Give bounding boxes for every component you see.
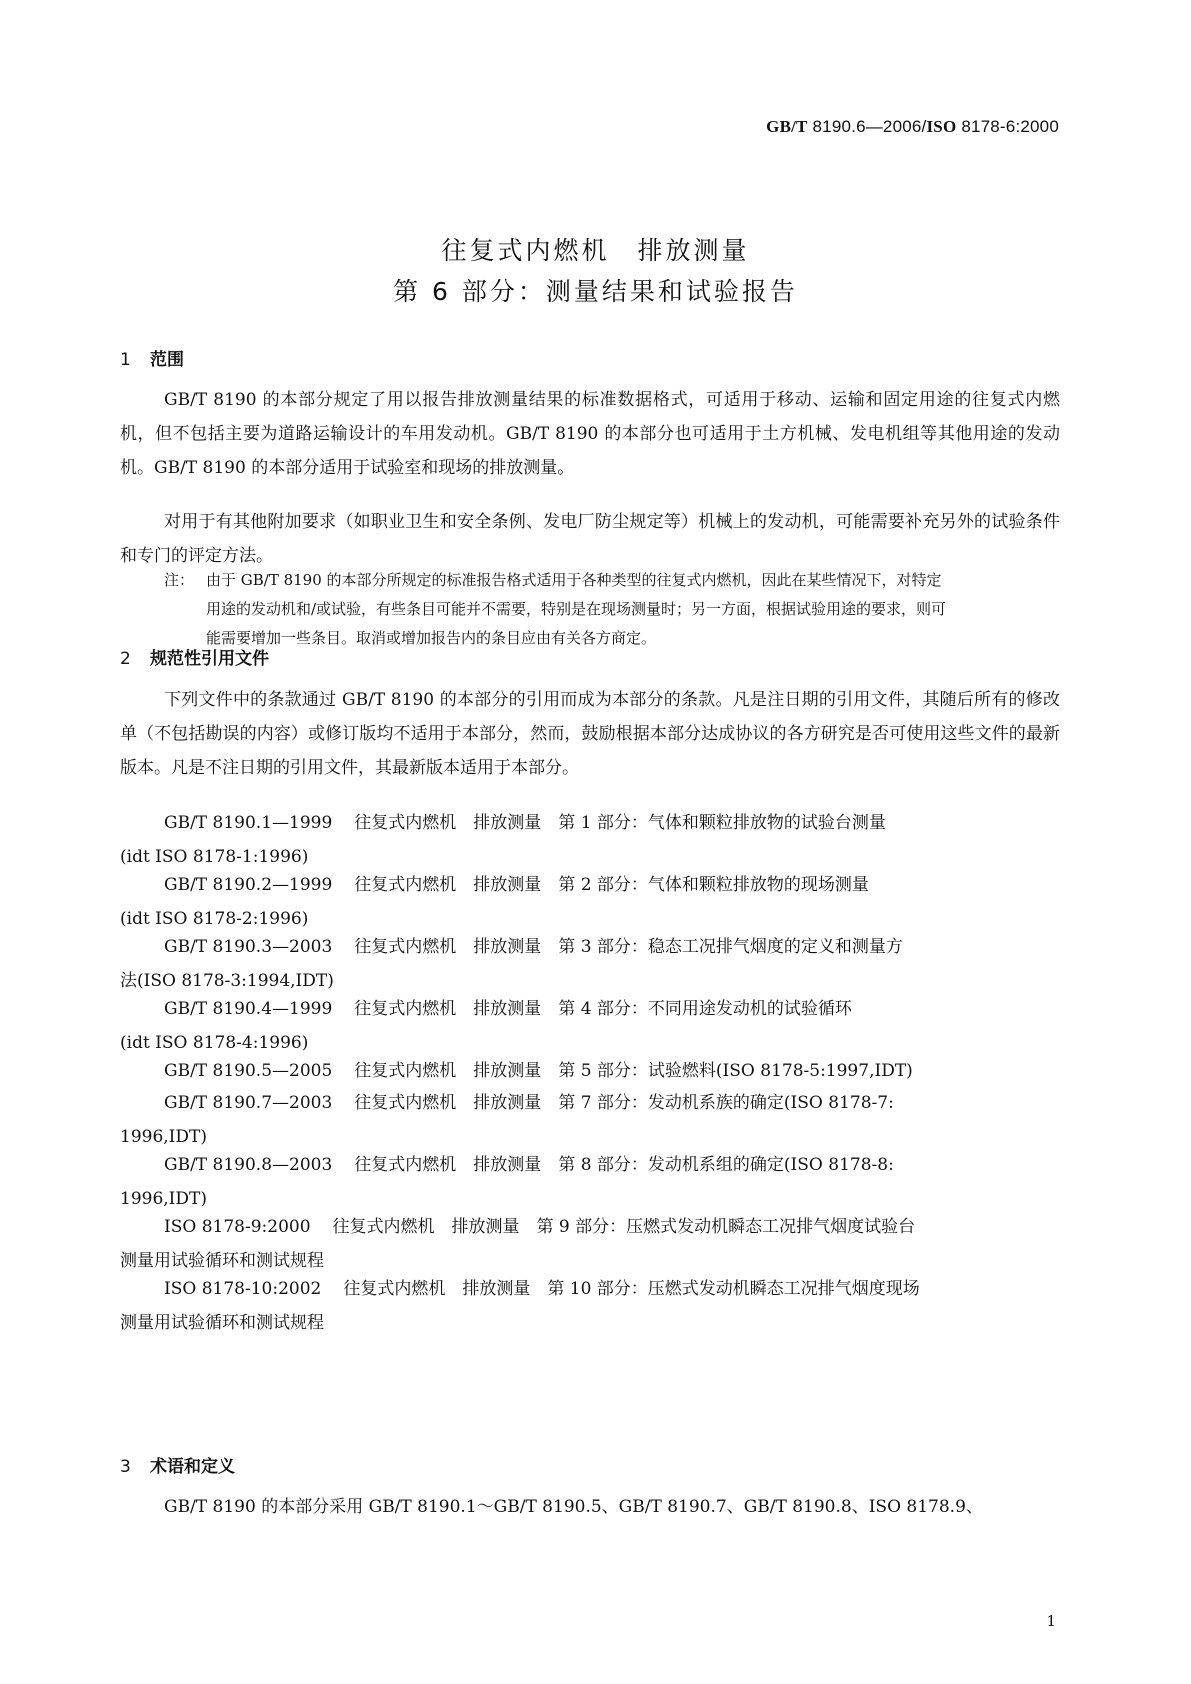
reference-title: 往复式内燃机 排放测量 第 2 部分：气体和颗粒排放物的现场测量: [354, 875, 869, 895]
page-number: 1: [1046, 1612, 1056, 1630]
section-number: 1: [120, 350, 131, 370]
document-title-line1: 往复式内燃机 排放测量: [441, 236, 750, 265]
reference-title: 往复式内燃机 排放测量 第 8 部分：发动机系组的确定(ISO 8178-8:: [354, 1155, 894, 1175]
note-label: 注：: [164, 571, 195, 589]
reference-item: [120, 1148, 1060, 1216]
reference-continuation: 法(ISO 8178-3:1994,IDT): [120, 971, 334, 991]
section-heading-2: [120, 644, 269, 669]
reference-item: [120, 930, 1060, 998]
reference-title: 往复式内燃机 排放测量 第 4 部分：不同用途发动机的试验循环: [354, 999, 852, 1019]
reference-code: GB/T 8190.1—1999: [164, 813, 333, 833]
scope-paragraph-2: 对用于有其他附加要求（如职业卫生和安全条例、发电厂防尘规定等）机械上的发动机，可能需要补充另外的试验条件和专门的评定方法。: [120, 512, 1060, 566]
section-title: 术语和定义: [150, 1457, 235, 1477]
reference-title: 往复式内燃机 排放测量 第 3 部分：稳态工况排气烟度的定义和测量方: [354, 937, 903, 957]
reference-title: 往复式内燃机 排放测量 第 7 部分：发动机系族的确定(ISO 8178-7:: [354, 1093, 894, 1113]
section-number: 3: [120, 1457, 131, 1477]
reference-code: GB/T 8190.3—2003: [164, 937, 333, 957]
reference-code: GB/T 8190.8—2003: [164, 1155, 333, 1175]
gb-number: 8190.6—2006/: [807, 117, 927, 136]
section-title: 规范性引用文件: [150, 649, 269, 669]
reference-item: [120, 868, 1060, 936]
section-heading-3: [120, 1452, 235, 1477]
reference-title: 往复式内燃机 排放测量 第 5 部分：试验燃料(ISO 8178-5:1997,IDT): [354, 1061, 913, 1081]
reference-item: [120, 1086, 1060, 1154]
note-line-1: 由于 GB/T 8190 的本部分所规定的标准报告格式适用于各种类型的往复式内燃机，因此在某些情况下，对特定: [206, 571, 942, 589]
iso-number: 8178-6:2000: [956, 117, 1059, 136]
reference-code: GB/T 8190.7—2003: [164, 1093, 333, 1113]
reference-title: 往复式内燃机 排放测量 第 1 部分：气体和颗粒排放物的试验台测量: [354, 813, 886, 833]
reference-code: GB/T 8190.2—1999: [164, 875, 333, 895]
reference-continuation: (idt ISO 8178-1:1996): [120, 847, 309, 867]
reference-title: 往复式内燃机 排放测量 第 10 部分：压燃式发动机瞬态工况排气烟度现场: [343, 1279, 920, 1299]
note-line-2: 用途的发动机和/或试验，有些条目可能并不需要，特别是在现场测量时；另一方面，根据试验用途的要求，则可: [206, 600, 947, 618]
reference-item: [120, 1210, 1060, 1278]
reference-continuation: (idt ISO 8178-4:1996): [120, 1033, 309, 1053]
reference-code: GB/T 8190.5—2005: [164, 1061, 333, 1081]
reference-title: 往复式内燃机 排放测量 第 9 部分：压燃式发动机瞬态工况排气烟度试验台: [332, 1217, 916, 1237]
terms-paragraph: GB/T 8190 的本部分采用 GB/T 8190.1～GB/T 8190.5、GB/T 8190.7、GB/T 8190.8、ISO 8178.9、: [164, 1497, 983, 1517]
section-number: 2: [120, 649, 131, 669]
reference-continuation: 1996,IDT): [120, 1189, 207, 1209]
section-title: 范围: [150, 350, 184, 370]
reference-continuation: 1996,IDT): [120, 1127, 207, 1147]
references-intro: 下列文件中的条款通过 GB/T 8190 的本部分的引用而成为本部分的条款。凡是注日期的引用文件，其随后所有的修改单（不包括勘误的内容）或修订版均不适用于本部分，然而，鼓励根据本部分达成协议的各方研究是否可使用这些文件的最新版本。凡是不注日期的引用文件，其最新版本适用于本部分。: [120, 690, 1060, 778]
scope-paragraph-1: GB/T 8190 的本部分规定了用以报告排放测量结果的标准数据格式，可适用于移动、运输和固定用途的往复式内燃机，但不包括主要为道路运输设计的车用发动机。GB/T 8190 的本部分也可适用于土方机械、发电机组等其他用途的发动机。GB/T 8190 的本部分适用于试验室和现场的排放测量。: [120, 390, 1060, 478]
note-line-3: 能需要增加一些条目。取消或增加报告内的条目应由有关各方商定。: [206, 629, 657, 647]
standard-number: [766, 117, 1059, 137]
gb-prefix: GB/T: [766, 117, 808, 136]
reference-continuation: 测量用试验循环和测试规程: [120, 1251, 324, 1271]
scope-note: [164, 566, 1060, 653]
reference-item: [120, 1054, 1060, 1088]
iso-prefix: ISO: [926, 117, 957, 136]
reference-code: GB/T 8190.4—1999: [164, 999, 333, 1019]
reference-continuation: (idt ISO 8178-2:1996): [120, 909, 309, 929]
reference-code: ISO 8178-9:2000: [164, 1217, 311, 1237]
reference-item: [120, 992, 1060, 1060]
reference-code: ISO 8178-10:2002: [164, 1279, 322, 1299]
reference-item: [120, 806, 1060, 874]
section-heading-1: [120, 345, 184, 370]
document-title-line2: 第 6 部分：测量结果和试验报告: [393, 277, 798, 306]
reference-continuation: 测量用试验循环和测试规程: [120, 1313, 324, 1333]
reference-item: [120, 1272, 1060, 1340]
